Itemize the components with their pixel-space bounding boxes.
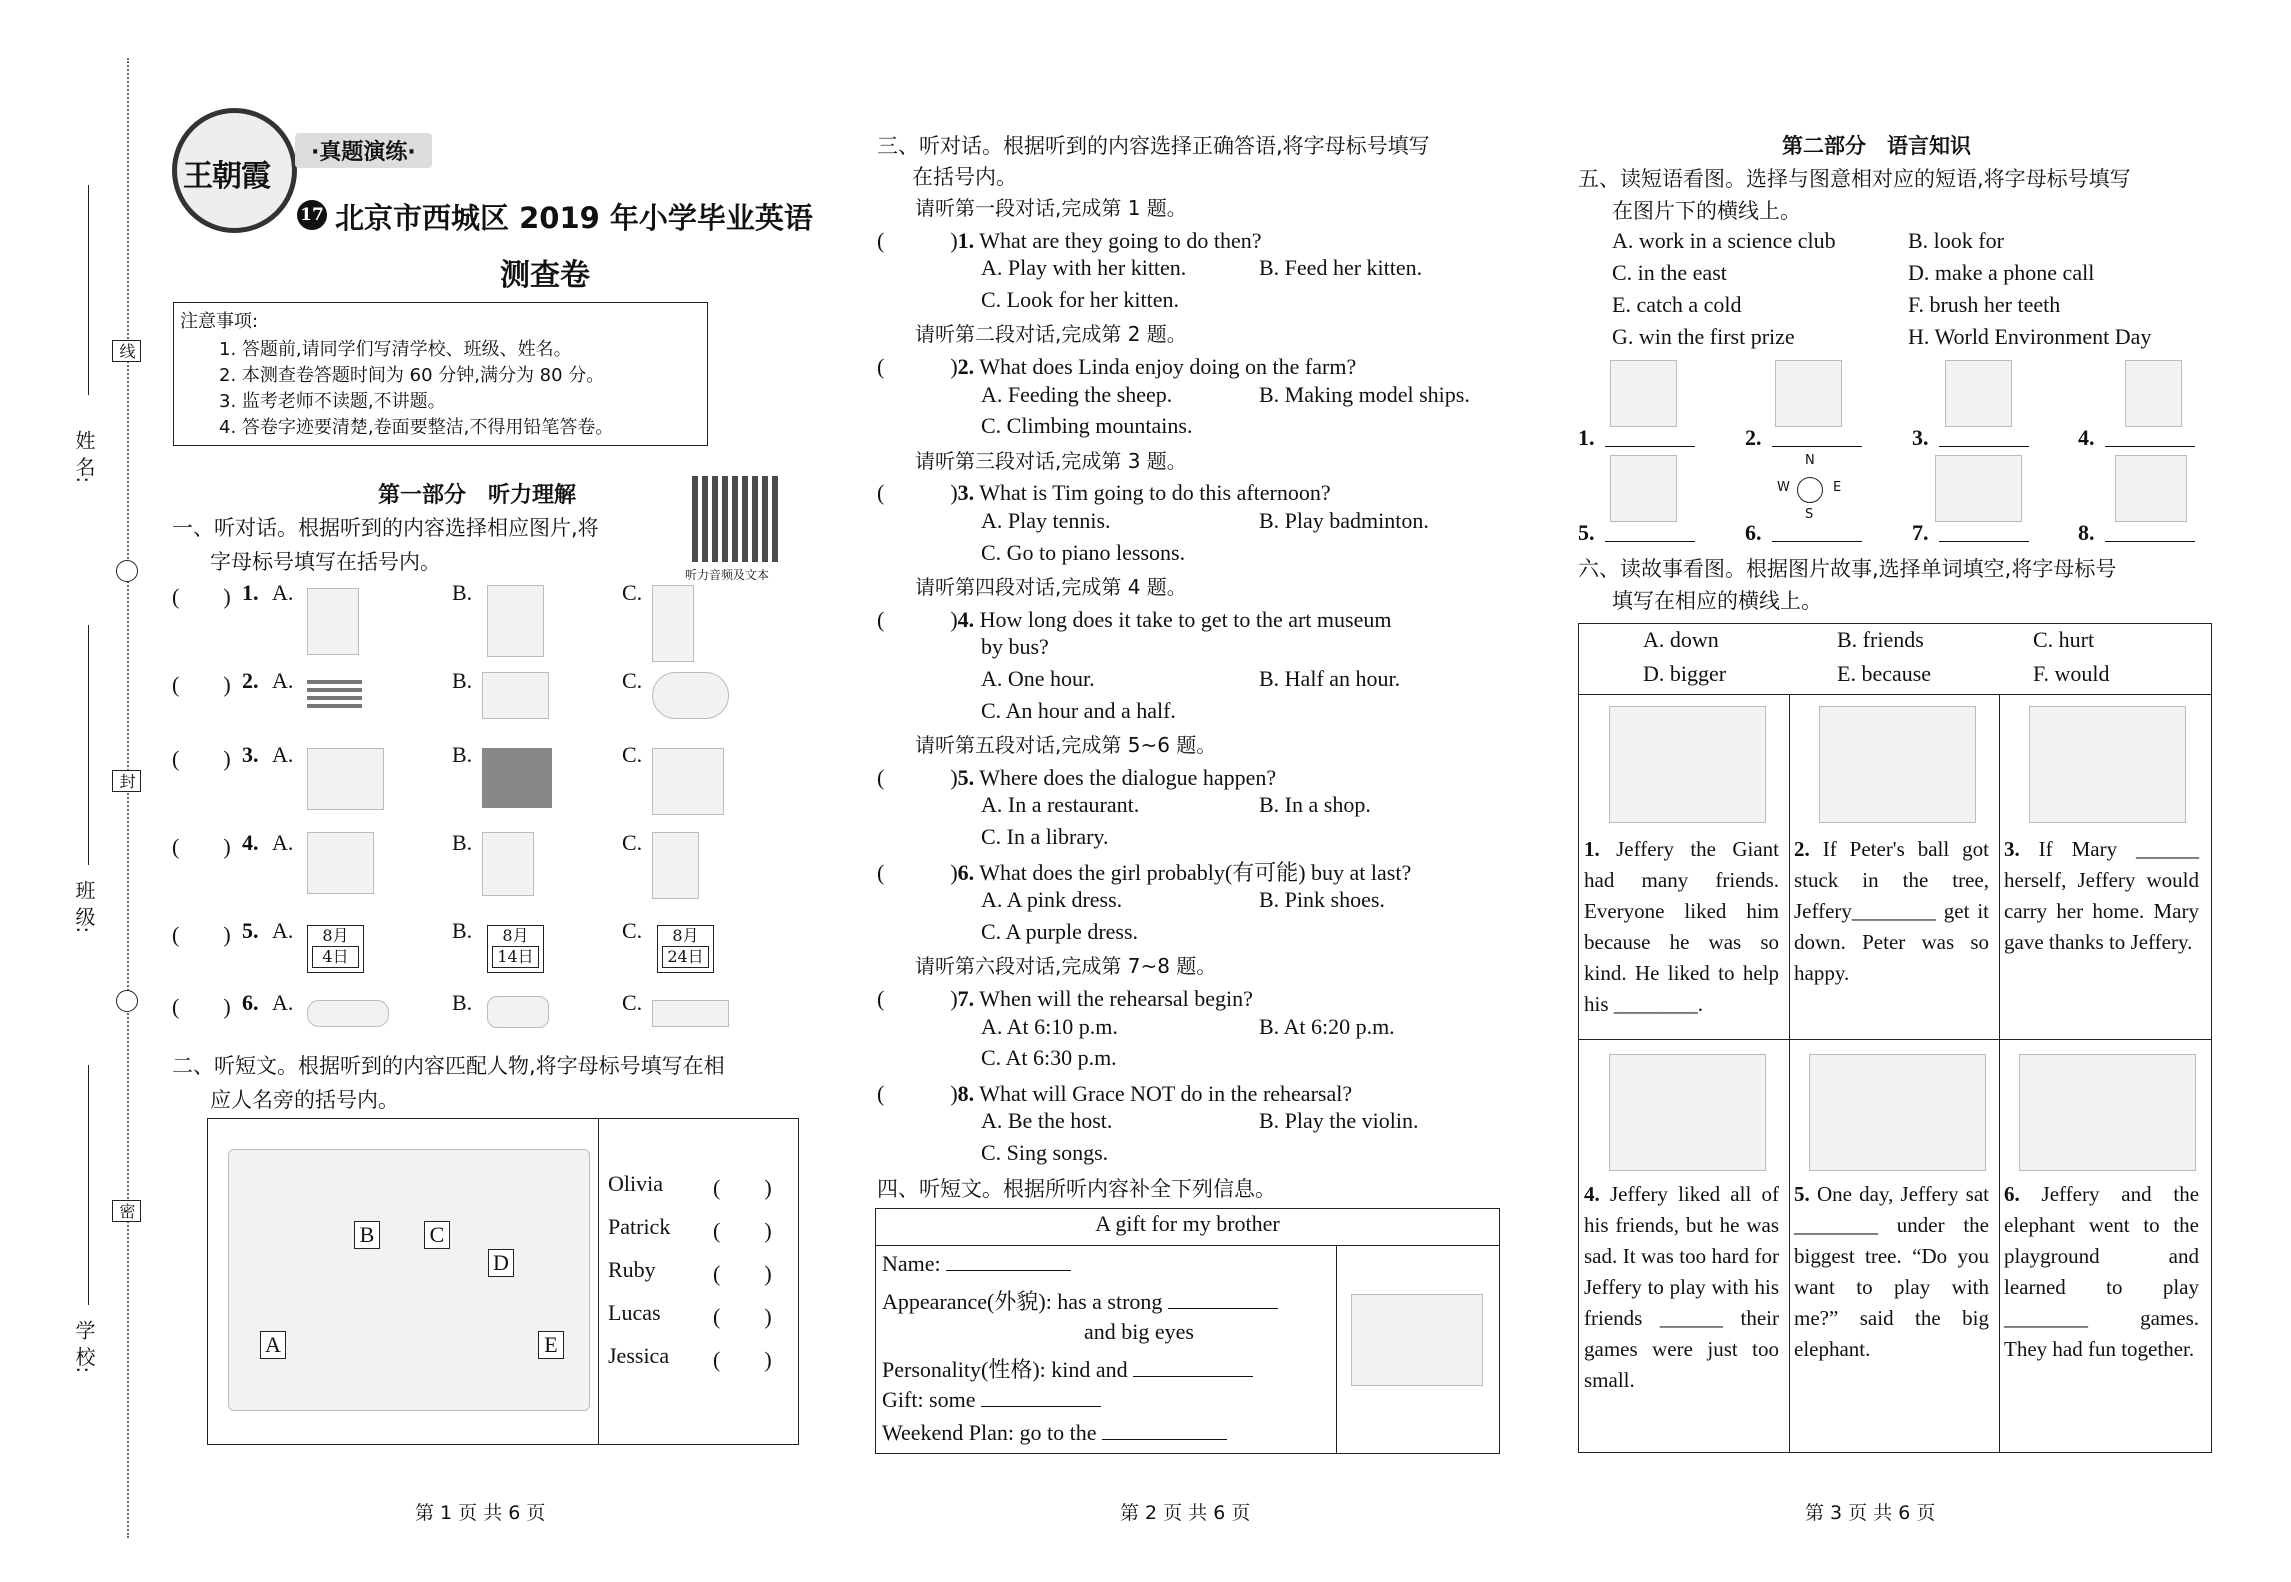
person-name: Olivia xyxy=(608,1171,663,1196)
question-text: by bus? xyxy=(981,634,1049,660)
question-text: How long does it take to get to the art museum xyxy=(979,606,1392,632)
option-image xyxy=(307,832,374,894)
phrase-option: H. World Environment Day xyxy=(1908,324,2152,349)
option-b: B. Play the violin. xyxy=(1259,1108,1419,1134)
phrase-picture xyxy=(2125,360,2182,427)
paper-title: 北京市西城区 2019 年小学毕业英语 xyxy=(335,201,813,235)
fill-blank[interactable] xyxy=(1133,1376,1253,1377)
margin-dot-icon xyxy=(116,560,138,582)
question-number: 3. xyxy=(242,742,259,767)
calendar-month: 8月 xyxy=(672,926,699,945)
dialogue-instruction: 请听第二段对话,完成第 2 题。 xyxy=(915,322,1187,347)
option-c: C. An hour and a half. xyxy=(981,697,1176,723)
binding-dotted-line xyxy=(127,58,129,1538)
picture-number: 1. xyxy=(1578,425,1595,450)
table-divider xyxy=(1336,1245,1337,1453)
answer-paren[interactable]: ( ) xyxy=(172,584,231,609)
margin-line-mark: 线 xyxy=(112,340,141,362)
fill-blank[interactable] xyxy=(981,1406,1101,1407)
picture-number: 3. xyxy=(1912,425,1929,450)
table-rule xyxy=(1579,694,2211,695)
option-c: C. In a library. xyxy=(981,824,1109,849)
margin-dot-icon xyxy=(116,990,138,1012)
answer-paren[interactable]: ( ) xyxy=(877,480,958,506)
notice-item: 3. 监考老师不读题,不讲题。 xyxy=(219,391,446,412)
question-text: When will the rehearsal begin? xyxy=(979,986,1253,1011)
person-name: Lucas xyxy=(608,1300,661,1325)
phrase-option: A. work in a science club xyxy=(1612,228,1836,253)
gift-row: Weekend Plan: go to the xyxy=(882,1420,1227,1446)
phrase-option: C. in the east xyxy=(1612,260,1727,285)
answer-paren[interactable]: ( ) xyxy=(877,1080,958,1106)
compass-s: S xyxy=(1805,507,1814,522)
option-b-label: B. xyxy=(452,668,473,693)
phrase-picture xyxy=(1775,360,1842,427)
option-a-label: A. xyxy=(272,742,294,767)
calendar-day: 14日 xyxy=(492,946,539,968)
phrase-picture xyxy=(1610,360,1677,427)
paper-title-line2: 测查卷 xyxy=(500,258,590,293)
question-row xyxy=(877,856,1411,887)
option-b: B. Feed her kitten. xyxy=(1259,255,1423,281)
people-illustration xyxy=(228,1149,590,1411)
options-row xyxy=(981,255,1422,281)
option-c: C. A purple dress. xyxy=(981,918,1139,944)
table-divider xyxy=(1999,694,2000,1452)
sec5-instruction: 五、读短语看图。选择与图意相对应的短语,将字母标号填写 xyxy=(1578,167,2131,191)
page-footer: 第 2 页 共 6 页 xyxy=(1120,1502,1251,1524)
question-number: 8. xyxy=(957,1080,975,1106)
option-a: A. Feeding the sheep. xyxy=(981,381,1173,407)
pic-letter: B xyxy=(354,1221,380,1249)
answer-paren[interactable]: ( ) xyxy=(877,764,958,790)
option-b-label: B. xyxy=(452,742,473,767)
option-c: C. Look for her kitten. xyxy=(981,286,1179,312)
fill-blank[interactable] xyxy=(2105,515,2195,542)
option-c-label: C. xyxy=(622,580,643,605)
phrase-option: E. catch a cold xyxy=(1612,292,1742,317)
gift-row: and big eyes xyxy=(1084,1319,1194,1344)
dialogue-instruction: 请听第一段对话,完成第 1 题。 xyxy=(915,196,1187,220)
option-b: B. Half an hour. xyxy=(1259,666,1401,691)
dialogue-instruction: 请听第四段对话,完成第 4 题。 xyxy=(915,575,1187,600)
phrase-option: G. win the first prize xyxy=(1612,324,1795,349)
phrase-option: B. look for xyxy=(1908,228,2004,253)
picture-number: 5. xyxy=(1578,520,1595,545)
option-b: B. Play badminton. xyxy=(1259,508,1429,533)
answer-paren[interactable]: ( ) xyxy=(172,746,231,771)
margin-name-line xyxy=(88,185,89,395)
story-text: 4. Jeffery liked all of his friends, but he was sad. It was too hard for Jeffery to play with his friends ______ their games were just too small. xyxy=(1584,1182,1779,1392)
phrase-picture xyxy=(2115,455,2187,522)
title-number-badge: 17 xyxy=(297,200,327,230)
question-row xyxy=(877,761,1276,792)
word-option: D. bigger xyxy=(1643,661,1727,686)
option-image xyxy=(307,748,384,810)
question-text: What will Grace NOT do in the rehearsal? xyxy=(979,1080,1353,1106)
answer-paren[interactable]: ( ) xyxy=(877,354,958,379)
margin-class-label: 班 级: xyxy=(72,880,96,934)
phrase-option: D. make a phone call xyxy=(1908,260,2095,285)
options-row xyxy=(981,1108,1419,1134)
sec5-instruction-2: 在图片下的横线上。 xyxy=(1612,199,1801,223)
fill-blank[interactable] xyxy=(1605,420,1695,447)
fill-blank[interactable] xyxy=(946,1270,1071,1271)
story-picture xyxy=(1819,706,1976,823)
margin-school-label: 学 校: xyxy=(72,1320,96,1374)
options-row xyxy=(981,792,1371,818)
question-number: 6. xyxy=(242,990,259,1015)
person-name: Patrick xyxy=(608,1214,671,1239)
table-rule xyxy=(1579,1039,2211,1040)
option-b-label: B. xyxy=(452,918,473,943)
option-a-label: A. xyxy=(272,990,294,1015)
box-divider xyxy=(598,1119,599,1444)
question-text: What does the girl probably(有可能) buy at last? xyxy=(979,859,1412,885)
margin-mi-mark: 密 xyxy=(112,1200,141,1222)
question-text: What is Tim going to do this afternoon? xyxy=(979,480,1331,506)
option-a: A. Be the host. xyxy=(981,1108,1113,1134)
option-image xyxy=(652,585,694,662)
story-picture xyxy=(1809,1054,1986,1171)
option-c-label: C. xyxy=(622,830,643,855)
story-picture xyxy=(1609,1054,1766,1171)
option-b-label: B. xyxy=(452,580,473,605)
option-c: C. Go to piano lessons. xyxy=(981,539,1186,565)
word-option: B. friends xyxy=(1837,627,1924,652)
airplane-icon xyxy=(307,1000,389,1027)
fill-blank[interactable] xyxy=(1939,420,2029,447)
answer-paren[interactable]: ( ) xyxy=(172,994,231,1019)
question-number: 4. xyxy=(242,830,259,855)
sec6-instruction: 六、读故事看图。根据图片故事,选择单词填空,将字母标号 xyxy=(1578,557,2117,581)
answer-paren[interactable]: ( ) xyxy=(713,1261,772,1286)
option-c-label: C. xyxy=(622,742,643,767)
option-image xyxy=(307,680,362,710)
sec2-matching-box xyxy=(207,1118,799,1445)
answer-paren[interactable]: ( ) xyxy=(172,834,231,859)
story-text: 1. Jeffery the Giant had many friends. Everyone liked him because he was so kind. He liked to help his ________. xyxy=(1584,837,1779,1016)
options-row xyxy=(981,1014,1395,1040)
word-option: A. down xyxy=(1643,627,1719,652)
option-a: A. In a restaurant. xyxy=(981,792,1140,818)
dialogue-instruction: 请听第三段对话,完成第 3 题。 xyxy=(915,448,1187,473)
fill-blank[interactable] xyxy=(2105,420,2195,447)
story-text: 5. One day, Jeffery sat ________ under the biggest tree. “Do you want to play with me?” said the big elephant. xyxy=(1794,1182,1989,1361)
answer-paren[interactable]: ( ) xyxy=(713,1347,772,1372)
sec1-instruction: 一、听对话。根据听到的内容选择相应图片,将 xyxy=(172,516,599,540)
notice-box xyxy=(173,302,708,446)
margin-class-line xyxy=(88,625,89,865)
question-row xyxy=(877,476,1331,507)
option-a-label: A. xyxy=(272,668,294,693)
option-b: B. At 6:20 p.m. xyxy=(1259,1013,1395,1039)
options-row xyxy=(981,666,1400,692)
calendar-icon xyxy=(307,925,364,973)
page-footer: 第 1 页 共 6 页 xyxy=(415,1502,546,1524)
qr-caption: 听力音频及文本 xyxy=(685,568,770,582)
sec6-instruction-2: 填写在相应的横线上。 xyxy=(1612,589,1822,613)
pic-letter: A xyxy=(260,1331,286,1359)
question-number: 5. xyxy=(242,918,259,943)
fill-blank[interactable] xyxy=(1772,420,1862,447)
question-text: Where does the dialogue happen? xyxy=(979,764,1277,790)
fill-blank[interactable] xyxy=(1772,515,1862,542)
gift-row: Gift: some xyxy=(882,1387,1101,1413)
question-number: 4. xyxy=(957,606,975,632)
options-row xyxy=(981,382,1470,408)
option-a-label: A. xyxy=(272,918,294,943)
calendar-icon xyxy=(487,925,544,973)
calendar-day: 24日 xyxy=(662,946,709,968)
person-name: Jessica xyxy=(608,1343,670,1368)
part2-title: 第二部分 语言知识 xyxy=(1782,134,1971,158)
option-image xyxy=(307,588,359,655)
answer-paren[interactable]: ( ) xyxy=(713,1218,772,1243)
phrase-option: F. brush her teeth xyxy=(1908,292,2061,317)
option-a: A. Play tennis. xyxy=(981,508,1111,533)
notice-item: 1. 答题前,请同学们写清学校、班级、姓名。 xyxy=(219,339,572,360)
story-picture xyxy=(1609,706,1766,823)
story-text: 2. If Peter's ball got stuck in the tree, Jeffery________ get it down. Peter was so happy. xyxy=(1794,837,1990,985)
car-icon xyxy=(487,996,549,1028)
table-rule xyxy=(876,1245,1499,1246)
answer-paren[interactable]: ( ) xyxy=(877,227,958,253)
picture-number: 4. xyxy=(2078,425,2095,450)
fill-blank[interactable] xyxy=(1939,515,2029,542)
option-c-label: C. xyxy=(622,990,643,1015)
story-text: 3. If Mary ______ herself, Jeffery would carry her home. Mary gave thanks to Jeffery. xyxy=(2004,837,2199,954)
story-table xyxy=(1578,623,2212,1453)
answer-paren[interactable]: ( ) xyxy=(713,1304,772,1329)
option-image xyxy=(482,832,534,896)
question-number: 1. xyxy=(242,580,259,605)
option-c-label: C. xyxy=(622,668,643,693)
story-picture xyxy=(2029,706,2186,823)
answer-paren[interactable]: ( ) xyxy=(713,1175,772,1200)
notice-title: 注意事项: xyxy=(180,311,259,332)
option-b: B. In a shop. xyxy=(1259,792,1371,818)
word-option: E. because xyxy=(1837,661,1932,686)
option-c: C. At 6:30 p.m. xyxy=(981,1045,1117,1071)
margin-school-line xyxy=(88,1065,89,1305)
compass-n: N xyxy=(1805,453,1815,468)
ship-icon xyxy=(652,1000,729,1027)
tag-banner: ·真题演练· xyxy=(295,133,432,168)
gift-table xyxy=(875,1208,1500,1454)
word-option: F. would xyxy=(2033,661,2110,686)
phrase-picture xyxy=(1935,455,2022,522)
sec2-instruction-2: 应人名旁的括号内。 xyxy=(210,1088,399,1112)
picture-number: 2. xyxy=(1745,425,1762,450)
gift-row: Appearance(外貌): has a strong xyxy=(882,1285,1278,1316)
sec4-instruction: 四、听短文。根据所听内容补全下列信息。 xyxy=(877,1177,1276,1201)
notice-item: 4. 答卷字迹要清楚,卷面要整洁,不得用铅笔答卷。 xyxy=(219,417,614,438)
margin-name-label: 姓 名: xyxy=(72,430,96,484)
compass-e: E xyxy=(1833,480,1842,495)
word-option: C. hurt xyxy=(2033,627,2095,652)
question-number: 3. xyxy=(957,480,975,506)
picture-number: 7. xyxy=(1912,520,1929,545)
logo-text: 王朝霞 xyxy=(183,159,270,194)
part1-title: 第一部分 听力理解 xyxy=(378,483,577,508)
question-row xyxy=(877,350,1356,381)
calendar-icon xyxy=(657,925,714,973)
option-b-label: B. xyxy=(452,990,473,1015)
fill-blank[interactable] xyxy=(1168,1308,1278,1309)
option-c-label: C. xyxy=(622,918,643,943)
question-text: What are they going to do then? xyxy=(979,227,1262,253)
answer-paren[interactable]: ( ) xyxy=(172,922,231,947)
option-c: C. Sing songs. xyxy=(981,1140,1109,1165)
option-image xyxy=(487,585,544,657)
compass-w: W xyxy=(1777,480,1790,495)
option-a-label: A. xyxy=(272,580,294,605)
option-a: A. At 6:10 p.m. xyxy=(981,1013,1118,1039)
gift-illustration xyxy=(1351,1294,1483,1386)
fill-blank[interactable] xyxy=(1605,515,1695,542)
pic-letter: E xyxy=(538,1331,564,1359)
question-number: 7. xyxy=(957,986,975,1011)
option-a: A. A pink dress. xyxy=(981,887,1123,913)
calendar-month: 8月 xyxy=(322,926,349,945)
sec1-instruction-2: 字母标号填写在括号内。 xyxy=(210,550,441,574)
question-number: 5. xyxy=(957,764,975,790)
options-row xyxy=(981,887,1385,913)
gift-row: Personality(性格): kind and xyxy=(882,1353,1253,1384)
dialogue-instruction: 请听第五段对话,完成第 5~6 题。 xyxy=(915,733,1217,758)
option-a: A. Play with her kitten. xyxy=(981,255,1187,281)
option-a: A. One hour. xyxy=(981,666,1095,691)
sec1-grid xyxy=(172,580,712,1040)
qr-code[interactable] xyxy=(692,476,778,562)
picture-number: 6. xyxy=(1745,520,1762,545)
brand-logo xyxy=(172,108,297,233)
question-row xyxy=(877,603,1391,634)
option-image xyxy=(652,748,724,815)
option-image xyxy=(482,748,552,808)
gift-row: Name: xyxy=(882,1251,1071,1277)
table-divider xyxy=(1789,694,1790,1452)
sec3-instruction: 三、听对话。根据听到的内容选择正确答语,将字母标号填写 xyxy=(877,134,1430,158)
option-b: B. Pink shoes. xyxy=(1259,887,1385,913)
fill-blank[interactable] xyxy=(1102,1439,1227,1440)
question-number: 1. xyxy=(957,227,975,253)
option-image xyxy=(652,832,699,899)
calendar-day: 4日 xyxy=(312,946,359,968)
person-name: Ruby xyxy=(608,1257,656,1282)
page-footer: 第 3 页 共 6 页 xyxy=(1805,1502,1936,1524)
question-text: What does Linda enjoy doing on the farm? xyxy=(979,354,1357,379)
pic-letter: D xyxy=(488,1249,514,1277)
picture-number: 8. xyxy=(2078,520,2095,545)
question-row xyxy=(877,1077,1352,1108)
answer-paren[interactable]: ( ) xyxy=(877,986,958,1011)
question-number: 2. xyxy=(957,354,975,379)
phrase-picture xyxy=(1610,455,1677,522)
phrase-picture xyxy=(1945,360,2012,427)
options-row xyxy=(981,508,1429,534)
question-row xyxy=(877,982,1253,1013)
question-number: 2. xyxy=(242,668,259,693)
option-a-label: A. xyxy=(272,830,294,855)
rain-cloud-icon xyxy=(652,672,729,719)
answer-paren[interactable]: ( ) xyxy=(877,606,958,632)
story-picture xyxy=(2019,1054,2196,1171)
answer-paren[interactable]: ( ) xyxy=(172,672,231,697)
pic-letter: C xyxy=(424,1221,450,1249)
calendar-month: 8月 xyxy=(502,926,529,945)
dialogue-instruction: 请听第六段对话,完成第 7~8 题。 xyxy=(915,954,1217,979)
margin-seal-mark: 封 xyxy=(112,770,141,792)
question-number: 6. xyxy=(957,859,975,885)
sec3-instruction-2: 在括号内。 xyxy=(912,165,1017,189)
option-c: C. Climbing mountains. xyxy=(981,413,1193,439)
notice-item: 2. 本测查卷答题时间为 60 分钟,满分为 80 分。 xyxy=(219,365,605,386)
gift-table-title: A gift for my brother xyxy=(1095,1211,1280,1236)
answer-paren[interactable]: ( ) xyxy=(877,859,958,885)
option-b-label: B. xyxy=(452,830,473,855)
option-image xyxy=(482,672,549,719)
sec2-instruction: 二、听短文。根据听到的内容匹配人物,将字母标号填写在相 xyxy=(172,1054,725,1078)
story-text: 6. Jeffery and the elephant went to the playground and learned to play ________ games. They had fun together. xyxy=(2004,1182,2200,1361)
option-b: B. Making model ships. xyxy=(1259,381,1470,407)
question-row xyxy=(877,224,1262,255)
